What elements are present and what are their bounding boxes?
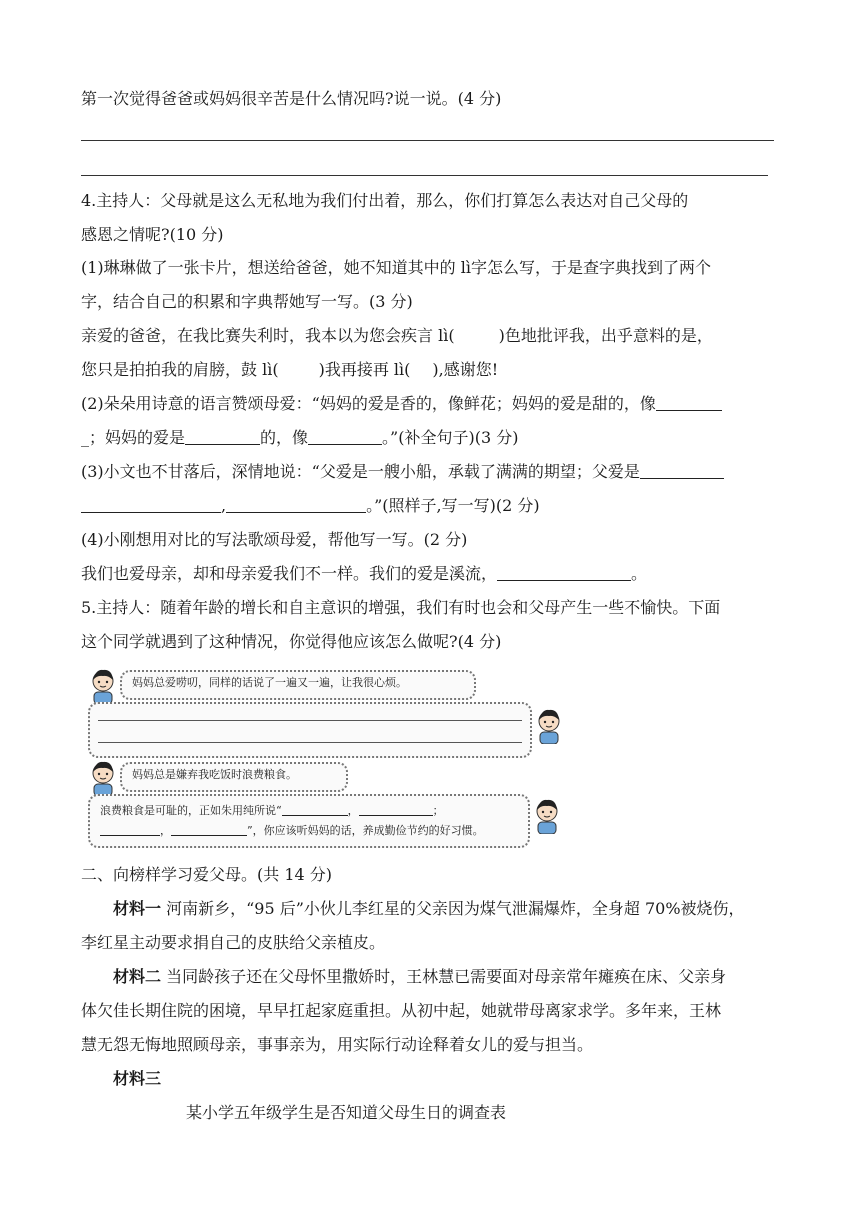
fill-in-blank[interactable] (359, 804, 433, 816)
text: 浪费粮食是可耻的，正如朱用纯所说“ (100, 804, 282, 817)
speech-bubble (120, 762, 348, 792)
fill-in-blank[interactable] (656, 394, 722, 411)
q4-line1: 4.主持人：父母就是这么无私地为我们付出着，那么，你们打算怎么表达对自己父母的 (81, 191, 689, 210)
boy-avatar-icon (534, 708, 564, 744)
q4-p1-line1: (1)琳琳做了一张卡片，想送给爸爸，她不知道其中的 lì字怎么写，于是查字典找到了两个 (81, 258, 711, 277)
speech-bubble (120, 670, 476, 700)
fill-in-blank[interactable] (497, 564, 631, 581)
bubble-line2 (100, 824, 484, 838)
material2-line2: 体欠佳长期住院的困境，早早扛起家庭重担。从初中起，她就带母离家求学。多年来，王林 (81, 1001, 722, 1020)
bubble-line1 (100, 804, 444, 818)
material2-line1 (113, 966, 726, 988)
q4-p1-line3 (81, 325, 713, 347)
fill-in-blank[interactable] (100, 824, 160, 836)
text: )色地批评我，出乎意料的是， (498, 326, 713, 345)
answer-line[interactable] (98, 720, 522, 721)
text: ， (160, 824, 171, 837)
bubble-text: 妈妈总爱唠叨，同样的话说了一遍又一遍，让我很心烦。 (132, 676, 407, 689)
text: 河南新乡，“95 后”小伙儿李红星的父亲因为煤气泄漏爆炸，全身超 70%被烧伤， (161, 899, 745, 918)
q4-p1-line2: 字，结合自己的积累和字典帮她写一写。(3 分) (81, 292, 413, 311)
material2-line3: 慧无怨无悔地照顾母亲，事事亲为，用实际行动诠释着女儿的爱与担当。 (81, 1035, 594, 1054)
q4-p4-line1: (4)小刚想用对比的写法歌颂母爱，帮他写一写。(2 分) (81, 530, 468, 549)
q4-line2: 感恩之情呢?(10 分) (81, 225, 224, 244)
text: 。”(照样子,写一写)(2 分) (366, 496, 540, 515)
table-title: 某小学五年级学生是否知道父母生日的调查表 (186, 1103, 507, 1122)
q4-p4-line2 (81, 563, 647, 585)
q3-prompt: 第一次觉得爸爸或妈妈很辛苦是什么情况吗?说一说。(4 分) (81, 89, 502, 108)
q4-p2-line1 (81, 393, 722, 415)
text: ； (432, 804, 444, 817)
text: 。 (631, 564, 648, 583)
answer-bubble (88, 794, 530, 848)
bubble-text: 妈妈总是嫌弃我吃饭时浪费粮食。 (132, 768, 297, 781)
fill-in-blank[interactable] (81, 496, 221, 513)
section2-heading: 二、向榜样学习爱父母。(共 14 分) (81, 865, 333, 884)
material-label: 材料二 (113, 967, 162, 986)
answer-bubble (88, 702, 532, 758)
answer-line[interactable] (81, 175, 768, 176)
q4-p2-line2 (81, 427, 518, 449)
text: ”，你应该听妈妈的话，养成勤俭节约的好习惯。 (247, 824, 484, 837)
text: , (221, 496, 227, 515)
material1-line1 (113, 898, 745, 920)
text: (3)小文也不甘落后，深情地说：“父爱是一艘小船，承载了满满的期望；父爱是 (81, 462, 640, 481)
boy-avatar-icon (532, 798, 562, 834)
text: 我们也爱母亲，却和母亲爱我们不一样。我们的爱是溪流， (81, 564, 498, 583)
q4-p1-line4 (81, 359, 498, 381)
text: 当同龄孩子还在父母怀里撒娇时，王林慧已需要面对母亲常年瘫痪在床、父亲身 (161, 967, 727, 986)
q4-p3-line2 (81, 495, 540, 517)
answer-line[interactable] (98, 742, 522, 743)
answer-line[interactable] (81, 140, 774, 141)
comic-illustration (86, 662, 562, 850)
q5-line2: 这个同学就遇到了这种情况，你觉得他应该怎么做呢?(4 分) (81, 632, 502, 651)
fill-in-blank[interactable] (226, 496, 366, 513)
fill-in-blank[interactable] (308, 428, 382, 445)
fill-in-blank[interactable] (282, 804, 348, 816)
text: (2)朵朵用诗意的语言赞颂母爱：“妈妈的爱是香的，像鲜花；妈妈的爱是甜的，像 (81, 394, 656, 413)
material-label: 材料一 (113, 899, 162, 918)
text: ， (347, 804, 359, 817)
text: 亲爱的爸爸，在我比赛失利时，我本以为您会疾言 lì( (81, 326, 455, 345)
fill-in-blank[interactable] (185, 428, 260, 445)
boy-avatar-icon (88, 668, 118, 704)
text: _；妈妈的爱是 (81, 428, 186, 447)
text: ),感谢您! (432, 360, 499, 379)
material3-label: 材料三 (113, 1069, 162, 1088)
boy-avatar-icon (88, 760, 118, 796)
q4-p3-line1 (81, 461, 724, 483)
fill-in-blank[interactable] (171, 824, 247, 836)
q5-line1: 5.主持人：随着年龄的增长和自主意识的增强，我们有时也会和父母产生一些不愉快。下面 (81, 598, 721, 617)
text: 的，像 (260, 428, 309, 447)
fill-in-blank[interactable] (640, 462, 724, 479)
material1-line2: 李红星主动要求捐自己的皮肤给父亲植皮。 (81, 933, 386, 952)
text: 您只是拍拍我的肩膀，鼓 lì( (81, 360, 279, 379)
text: )我再接再 lì( (318, 360, 411, 379)
text: 。”(补全句子)(3 分) (382, 428, 519, 447)
